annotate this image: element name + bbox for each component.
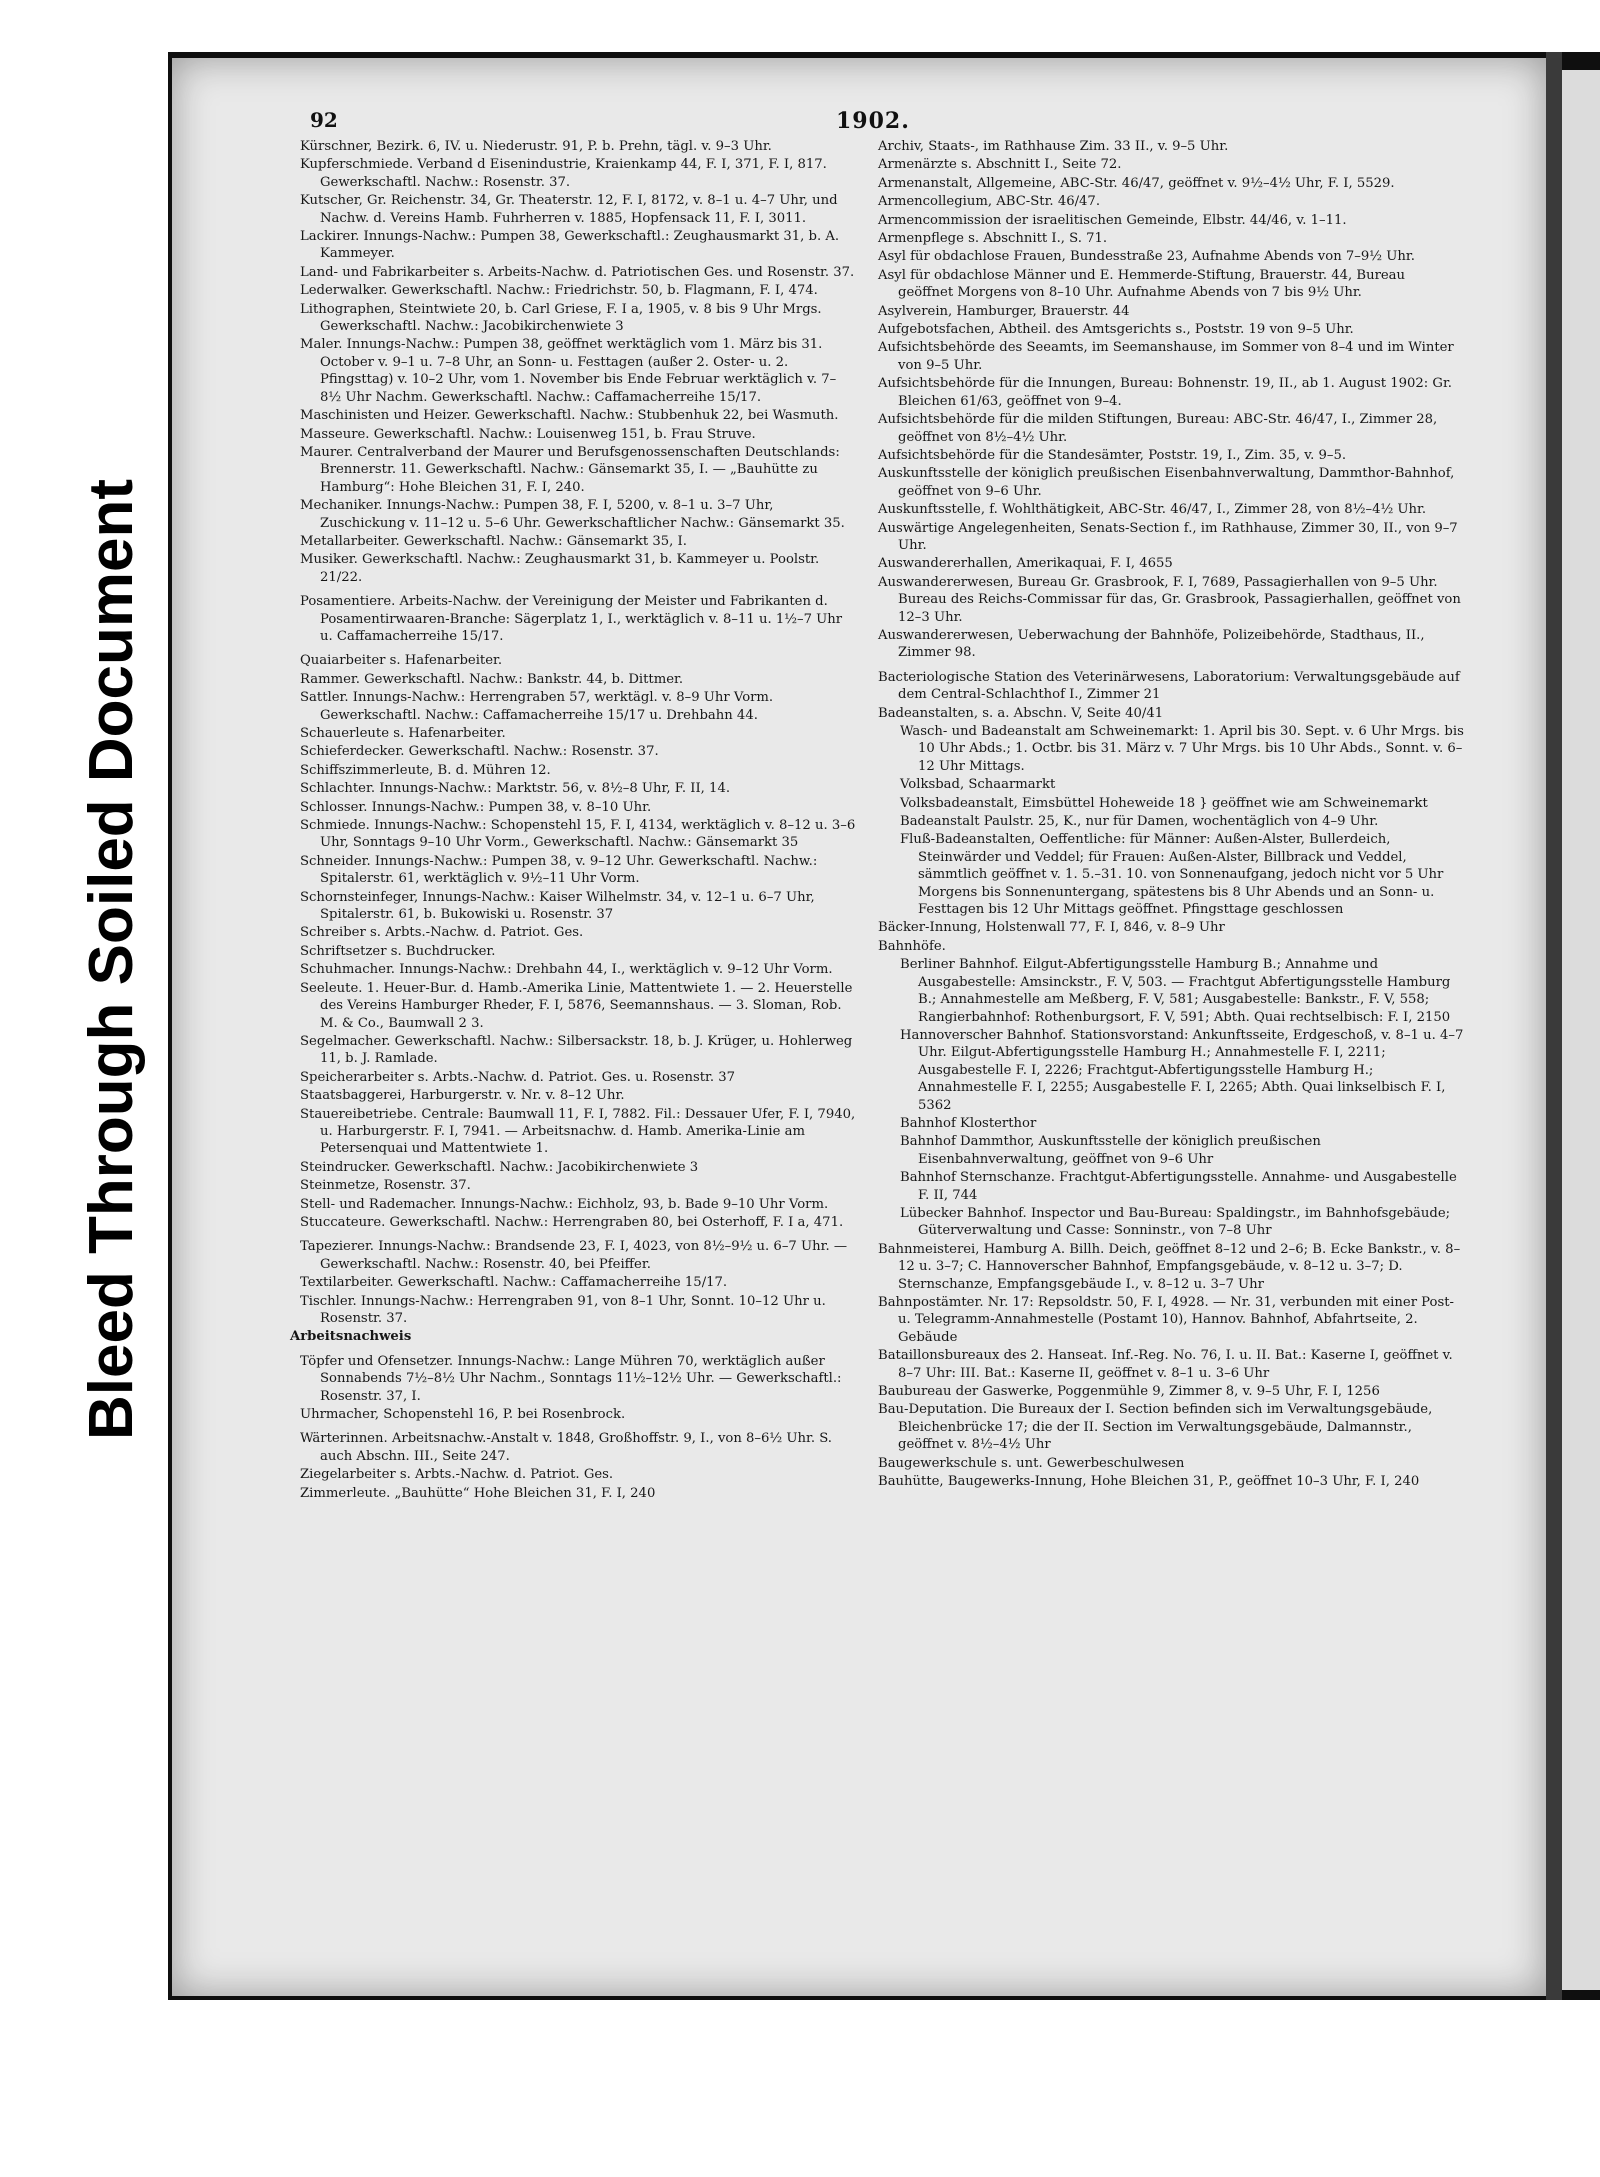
directory-entry: Aufsichtsbehörde für die Standesämter, Poststr. 19, I., Zim. 35, v. 9–5.: [878, 447, 1347, 463]
directory-entry: Schuhmacher. Innungs-Nachw.: Drehbahn 44, I., werktäglich v. 9–12 Uhr Vorm.: [300, 962, 833, 978]
directory-entry: Textilarbeiter. Gewerkschaftl. Nachw.: Caffamacherreihe 15/17.: [300, 1275, 728, 1291]
directory-entry: Lackirer. Innungs-Nachw.: Pumpen 38, Gewerkschaftl.: Zeughausmarkt 31, b. A. Kammeyer.: [300, 229, 840, 262]
directory-entry: Quaiarbeiter s. Hafenarbeiter.: [300, 653, 503, 669]
directory-entry: Kutscher, Gr. Reichenstr. 34, Gr. Theaterstr. 12, F. I, 8172, v. 8–1 u. 4–7 Uhr, und Nachw. d. Vereins Hamb. Fuhrherren v. 1885, Hopfensack 11, F. I, 3011.: [300, 193, 838, 226]
directory-entry: Posamentiere. Arbeits-Nachw. der Vereinigung der Meister und Fabrikanten d. Posamentirwaaren-Branche: Sägerplatz 1, I., werktäglich v. 8–11 u. 1½–7 Uhr u. Caffamacherreihe 15/17.: [300, 594, 843, 644]
directory-entry: Kürschner, Bezirk. 6, IV. u. Niederustr. 91, P. b. Prehn, tägl. v. 9–3 Uhr.: [300, 139, 772, 154]
directory-entry: Wasch- und Badeanstalt am Schweinemarkt: 1. April bis 30. Sept. v. 6 Uhr Mrgs. bis 10 Uhr Abds.; 1. Octbr. bis 31. März v. 7 Uhr Mrgs. bis 10 Uhr Abds., Sonnt. v. 6–12 Uhr Mittags.: [900, 724, 1464, 774]
directory-entry: Schiffszimmerleute, B. d. Mühren 12.: [300, 762, 551, 778]
directory-entry: Tapezierer. Innungs-Nachw.: Brandsende 23, F. I, 4023, von 8½–9½ u. 6–7 Uhr. — Gewerkschaftl. Nachw.: Rosenstr. 40, bei Pfeiffer.: [300, 1239, 848, 1272]
directory-entry: Staatsbaggerei, Harburgerstr. v. Nr. v. 8–12 Uhr.: [300, 1088, 625, 1104]
directory-entry: Bahnhof Sternschanze. Frachtgut-Abfertigungsstelle. Annahme- und Ausgabestelle F. II, 744: [900, 1170, 1457, 1203]
directory-entry: Aufsichtsbehörde für die milden Stiftungen, Bureau: ABC-Str. 46/47, I., Zimmer 28, geöffnet von 8½–4½ Uhr.: [878, 412, 1438, 445]
directory-entry: Asyl für obdachlose Frauen, Bundesstraße 23, Aufnahme Abends von 7–9½ Uhr.: [878, 249, 1415, 265]
directory-entry: Metallarbeiter. Gewerkschaftl. Nachw.: Gänsemarkt 35, I.: [300, 533, 687, 549]
directory-entry: Auswandererwesen, Ueberwachung der Bahnhöfe, Polizeibehörde, Stadthaus, II., Zimmer 98.: [878, 627, 1425, 661]
directory-entry: Tischler. Innungs-Nachw.: Herrengraben 91, von 8–1 Uhr, Sonnt. 10–12 Uhr u. Rosenstr. 37.: [300, 1293, 826, 1326]
directory-entry: Auswärtige Angelegenheiten, Senats-Section f., im Rathhause, Zimmer 30, II., von 9–7 Uhr.: [878, 520, 1458, 553]
directory-entry: Armenärzte s. Abschnitt I., Seite 72.: [878, 157, 1122, 173]
directory-entry: Bahnhof Klosterthor: [900, 1115, 1037, 1131]
directory-entry: Auswandererwesen, Bureau Gr. Grasbrook, F. I, 7689, Passagierhallen von 9–5 Uhr. Bureau des Reichs-Commissar für das, Gr. Grasbrook, Passagierhallen, geöffnet von 12–3 Uhr.: [878, 574, 1461, 625]
directory-entry: Bahnhof Dammthor, Auskunftsstelle der königlich preußischen Eisenbahnverwaltung, geöffnet von 9–6 Uhr: [900, 1134, 1321, 1167]
section-heading: Arbeitsnachweis: [290, 1329, 412, 1345]
directory-entry: Maschinisten und Heizer. Gewerkschaftl. Nachw.: Stubbenhuk 22, bei Wasmuth.: [300, 408, 839, 424]
directory-entry: Bahnpostämter. Nr. 17: Repsoldstr. 50, F. I, 4928. — Nr. 31, verbunden mit einer Post- u. Telegramm-Annahmestelle (Postamt 10), Hannov. Bahnhof, Abfahrtseite, 2. Gebäude: [878, 1295, 1454, 1345]
directory-entry: Kupferschmiede. Verband d Eisenindustrie, Kraienkamp 44, F. I, 371, F. I, 817. Gewerkschaftl. Nachw.: Rosenstr. 37.: [300, 157, 827, 190]
directory-entry: Schlachter. Innungs-Nachw.: Marktstr. 56, v. 8½–8 Uhr, F. II, 14.: [300, 781, 731, 797]
directory-entry: Armenanstalt, Allgemeine, ABC-Str. 46/47, geöffnet v. 9½–4½ Uhr, F. I, 5529.: [878, 175, 1395, 191]
directory-entry: Maler. Innungs-Nachw.: Pumpen 38, geöffnet werktäglich vom 1. März bis 31. October v. 9–1 u. 7–8 Uhr, an Sonn- u. Festtagen (außer 2. Oster- u. 2. Pfingsttag) v. 10–2 Uhr, vom 1. November bis Ende Februar werktäglich v. 7–8½ Uhr Nachm. Gewerkschaftl. Nachw.: Caffamacherreihe 15/17.: [300, 337, 837, 405]
directory-entry: Berliner Bahnhof. Eilgut-Abfertigungsstelle Hamburg B.; Annahme und Ausgabestelle: Amsinckstr., F. V, 503. — Frachtgut Abfertigungsstelle Hamburg B.; Annahmestelle am Meßberg, F. V, 581; Ausgabestelle: Bankstr., F. V, 558; Rangierbahnhof: Rothenburgsort, F. V, 591; Abth. Quai rechtselbisch: F. I, 2150: [900, 957, 1451, 1025]
directory-entry: Uhrmacher, Schopenstehl 16, P. bei Rosenbrock.: [300, 1407, 626, 1423]
directory-entry: Hannoverscher Bahnhof. Stationsvorstand: Ankunftsseite, Erdgeschoß, v. 8–1 u. 4–7 Uhr. Eilgut-Abfertigungsstelle Hamburg H.; Annahmestelle F. I, 2211; Ausgabestelle F. I, 2226; Frachtgut-Abfertigungsstelle Hamburg H.; Annahmestelle F. I, 2255; Ausgabestelle F. I, 2265; Abth. Quai linkselbisch F. I, 5362: [900, 1027, 1464, 1113]
directory-entry: Rammer. Gewerkschaftl. Nachw.: Bankstr. 44, b. Dittmer.: [300, 671, 684, 687]
directory-entry: Bau-Deputation. Die Bureaux der I. Section befinden sich im Verwaltungsgebäude, Bleichenbrücke 17; die der II. Section im Verwaltungsgebäude, Dalmannstr., geöffnet v. 8½–4½ Uhr: [878, 1402, 1433, 1453]
directory-entry: Bäcker-Innung, Holstenwall 77, F. I, 846, v. 8–9 Uhr: [878, 920, 1225, 936]
directory-entry: Maurer. Centralverband der Maurer und Berufsgenossenschaften Deutschlands: Brennerstr. 11. Gewerkschaftl. Nachw.: Gänsemarkt 35, I. — „Bauhütte zu Hamburg“: Hohe Bleichen 31, F. I, 240.: [300, 444, 840, 495]
directory-entry: Archiv, Staats-, im Rathhause Zim. 33 II., v. 9–5 Uhr.: [878, 139, 1229, 154]
directory-entry: Steinmetze, Rosenstr. 37.: [300, 1178, 471, 1194]
directory-entry: Steindrucker. Gewerkschaftl. Nachw.: Jacobikirchenwiete 3: [300, 1159, 699, 1175]
directory-entry: Schieferdecker. Gewerkschaftl. Nachw.: Rosenstr. 37.: [300, 744, 659, 760]
directory-entry: Bahnmeisterei, Hamburg A. Billh. Deich, geöffnet 8–12 und 2–6; B. Ecke Bankstr., v. 8–12 u. 3–7; C. Hannoverscher Bahnhof, Empfangsgebäude, v. 8–12 u. 3–7; D. Sternschanze, Empfangsgebäude I., v. 8–12 u. 3–7 Uhr: [878, 1241, 1461, 1292]
adjacent-page-edge: [1562, 70, 1600, 1990]
directory-entry: Armenpflege s. Abschnitt I., S. 71.: [878, 231, 1108, 247]
directory-entry: Stell- und Rademacher. Innungs-Nachw.: Eichholz, 93, b. Bade 9–10 Uhr Vorm.: [300, 1196, 829, 1212]
directory-entry: Baubureau der Gaswerke, Poggenmühle 9, Zimmer 8, v. 9–5 Uhr, F. I, 1256: [878, 1384, 1380, 1400]
directory-entry: Badeanstalten, s. a. Abschn. V, Seite 40/41: [878, 705, 1164, 721]
directory-entry: Lübecker Bahnhof. Inspector und Bau-Bureau: Spaldingstr., im Bahnhofsgebäude; Güterverwaltung und Casse: Sonninstr., von 7–8 Uhr: [900, 1205, 1451, 1239]
directory-entry: Badeanstalt Paulstr. 25, K., nur für Damen, wochentäglich von 4–9 Uhr.: [900, 814, 1379, 830]
directory-entry: Volksbadeanstalt, Eimsbüttel Hoheweide 18 } geöffnet wie am Schweinemarkt: [900, 795, 1428, 811]
directory-entry: Zimmerleute. „Bauhütte“ Hohe Bleichen 31, F. I, 240: [300, 1485, 656, 1501]
directory-entry: Schauerleute s. Hafenarbeiter.: [300, 726, 506, 741]
directory-entry: Wärterinnen. Arbeitsnachw.-Anstalt v. 1848, Großhoffstr. 9, I., von 8–6½ Uhr. S. auch Abschn. III., Seite 247.: [300, 1431, 832, 1464]
directory-entry: Seeleute. 1. Heuer-Bur. d. Hamb.-Amerika Linie, Mattentwiete 1. — 2. Heuerstelle des Vereins Hamburger Rheder, F. I, 5876, Seemannshaus. — 3. Sloman, Rob. M. & Co., Baumwall 2 3.: [300, 980, 853, 1031]
directory-entry: Aufsichtsbehörde für die Innungen, Bureau: Bohnenstr. 19, II., ab 1. August 1902: Gr. Bleichen 61/63, geöffnet von 9–4.: [878, 376, 1453, 409]
directory-entry: Bataillonsbureaux des 2. Hanseat. Inf.-Reg. No. 76, I. u. II. Bat.: Kaserne I, geöffnet v. 8–7 Uhr: III. Bat.: Kaserne II, geöffnet v. 8–1 u. 3–6 Uhr: [878, 1348, 1453, 1381]
directory-entry: Bahnhöfe.: [878, 938, 946, 954]
page-gutter: [1546, 52, 1562, 2000]
directory-entry: Aufgebotsfachen, Abtheil. des Amtsgerichts s., Poststr. 19 von 9–5 Uhr.: [878, 322, 1354, 338]
directory-entry: Stauereibetriebe. Centrale: Baumwall 11, F. I, 7882. Fil.: Dessauer Ufer, F. I, 7940, u. Harburgerstr. F. I, 7941. — Arbeitsnachw. d. Hamb. Amerika-Linie am Petersenquai und Mattentwiete 1.: [300, 1106, 856, 1157]
right-column: [878, 138, 1464, 1491]
page-year-header: 1902.: [836, 108, 910, 134]
directory-entry: Töpfer und Ofensetzer. Innungs-Nachw.: Lange Mühren 70, werktäglich außer Sonnabends 7½–8½ Uhr Nachm., Sonntags 11½–12½ Uhr. — Gewerkschaftl.: Rosenstr. 37, I.: [300, 1353, 842, 1404]
directory-entry: Asylverein, Hamburger, Brauerstr. 44: [878, 303, 1130, 319]
directory-entry: Schlosser. Innungs-Nachw.: Pumpen 38, v. 8–10 Uhr.: [300, 799, 652, 815]
directory-entry: Lithographen, Steintwiete 20, b. Carl Griese, F. I a, 1905, v. 8 bis 9 Uhr Mrgs. Gewerkschaftl. Nachw.: Jacobikirchenwiete 3: [300, 301, 822, 335]
directory-entry: Baugewerkschule s. unt. Gewerbeschulwesen: [878, 1455, 1185, 1471]
directory-entry: Schornsteinfeger, Innungs-Nachw.: Kaiser Wilhelmstr. 34, v. 12–1 u. 6–7 Uhr, Spitalerstr. 61, b. Bukowiski u. Rosenstr. 37: [300, 889, 815, 923]
directory-entry: Aufsichtsbehörde des Seeamts, im Seemanshause, im Sommer von 8–4 und im Winter von 9–5 Uhr.: [878, 340, 1454, 373]
directory-entry: Sattler. Innungs-Nachw.: Herrengraben 57, werktägl. v. 8–9 Uhr Vorm. Gewerkschaftl. Nachw.: Caffamacherreihe 15/17 u. Drehbahn 44.: [300, 690, 774, 723]
directory-entry: Musiker. Gewerkschaftl. Nachw.: Zeughausmarkt 31, b. Kammeyer u. Poolstr. 21/22.: [300, 552, 820, 585]
directory-entry: Lederwalker. Gewerkschaftl. Nachw.: Friedrichstr. 50, b. Flagmann, F. I, 474.: [300, 283, 818, 299]
directory-entry: Ziegelarbeiter s. Arbts.-Nachw. d. Patriot. Ges.: [300, 1467, 614, 1483]
watermark-label: Bleed Through Soiled Document: [77, 478, 146, 1440]
directory-entry: Auswandererhallen, Amerikaquai, F. I, 4655: [878, 556, 1173, 572]
directory-entry: Auskunftsstelle der königlich preußischen Eisenbahnverwaltung, Dammthor-Bahnhof, geöffnet von 9–6 Uhr.: [878, 466, 1455, 499]
directory-entry: Schneider. Innungs-Nachw.: Pumpen 38, v. 9–12 Uhr. Gewerkschaftl. Nachw.: Spitalerstr. 61, werktäglich v. 9½–11 Uhr Vorm.: [300, 853, 818, 887]
directory-entry: Mechaniker. Innungs-Nachw.: Pumpen 38, F. I, 5200, v. 8–1 u. 3–7 Uhr, Zuschickung v. 11–12 u. 5–6 Uhr. Gewerkschaftlicher Nachw.: Gänsemarkt 35.: [300, 498, 845, 531]
directory-entry: Fluß-Badeanstalten, Oeffentliche: für Männer: Außen-Alster, Bullerdeich, Steinwärder und Veddel; für Frauen: Außen-Alster, Billbrack und Veddel, sämmtlich geöffnet v. 1. 5.–31. 10. von Sonnenaufgang, jedoch nicht vor 5 Uhr Morgens bis Sonnenuntergang, spätestens bis 8 Uhr Abends und an Sonn- u. Festtagen bis 12 Uhr Mittags geöffnet. Pfingsttage geschlossen: [900, 832, 1444, 918]
directory-entry: Land- und Fabrikarbeiter s. Arbeits-Nachw. d. Patriotischen Ges. und Rosenstr. 37.: [300, 264, 855, 280]
directory-entry: Speicherarbeiter s. Arbts.-Nachw. d. Patriot. Ges. u. Rosenstr. 37: [300, 1069, 736, 1085]
directory-entry: Armencollegium, ABC-Str. 46/47.: [878, 194, 1101, 210]
directory-entry: Asyl für obdachlose Männer und E. Hemmerde-Stiftung, Brauerstr. 44, Bureau geöffnet Morgens von 8–10 Uhr. Aufnahme Abends von 7 bis 9½ Uhr.: [878, 267, 1406, 301]
directory-entry: Bacteriologische Station des Veterinärwesens, Laboratorium: Verwaltungsgebäude auf dem Central-Schlachthof I., Zimmer 21: [878, 669, 1460, 703]
directory-entry: Schreiber s. Arbts.-Nachw. d. Patriot. Ges.: [300, 925, 584, 941]
directory-entry: Bauhütte, Baugewerks-Innung, Hohe Bleichen 31, P., geöffnet 10–3 Uhr, F. I, 240: [878, 1474, 1420, 1490]
directory-entry: Segelmacher. Gewerkschaftl. Nachw.: Silbersackstr. 18, b. J. Krüger, u. Hohlerweg 11, b. J. Ramlade.: [300, 1033, 853, 1067]
directory-entry: Schmiede. Innungs-Nachw.: Schopenstehl 15, F. I, 4134, werktäglich v. 8–12 u. 3–6 Uhr, Sonntags 9–10 Uhr Vorm., Gewerkschaftl. Nachw.: Gänsemarkt 35: [300, 818, 856, 851]
directory-entry: Schriftsetzer s. Buchdrucker.: [300, 943, 496, 959]
directory-entry: Armencommission der israelitischen Gemeinde, Elbstr. 44/46, v. 1–11.: [878, 212, 1347, 228]
page-number: 92: [310, 108, 338, 132]
directory-entry: Auskunftsstelle, f. Wohlthätigkeit, ABC-Str. 46/47, I., Zimmer 28, von 8½–4½ Uhr.: [878, 502, 1427, 518]
left-column: [290, 138, 856, 1503]
directory-entry: Stuccateure. Gewerkschaftl. Nachw.: Herrengraben 80, bei Osterhoff, F. I a, 471.: [300, 1214, 844, 1230]
directory-entry: Masseure. Gewerkschaftl. Nachw.: Louisenweg 151, b. Frau Struve.: [300, 426, 756, 442]
directory-entry: Volksbad, Schaarmarkt: [900, 777, 1056, 793]
